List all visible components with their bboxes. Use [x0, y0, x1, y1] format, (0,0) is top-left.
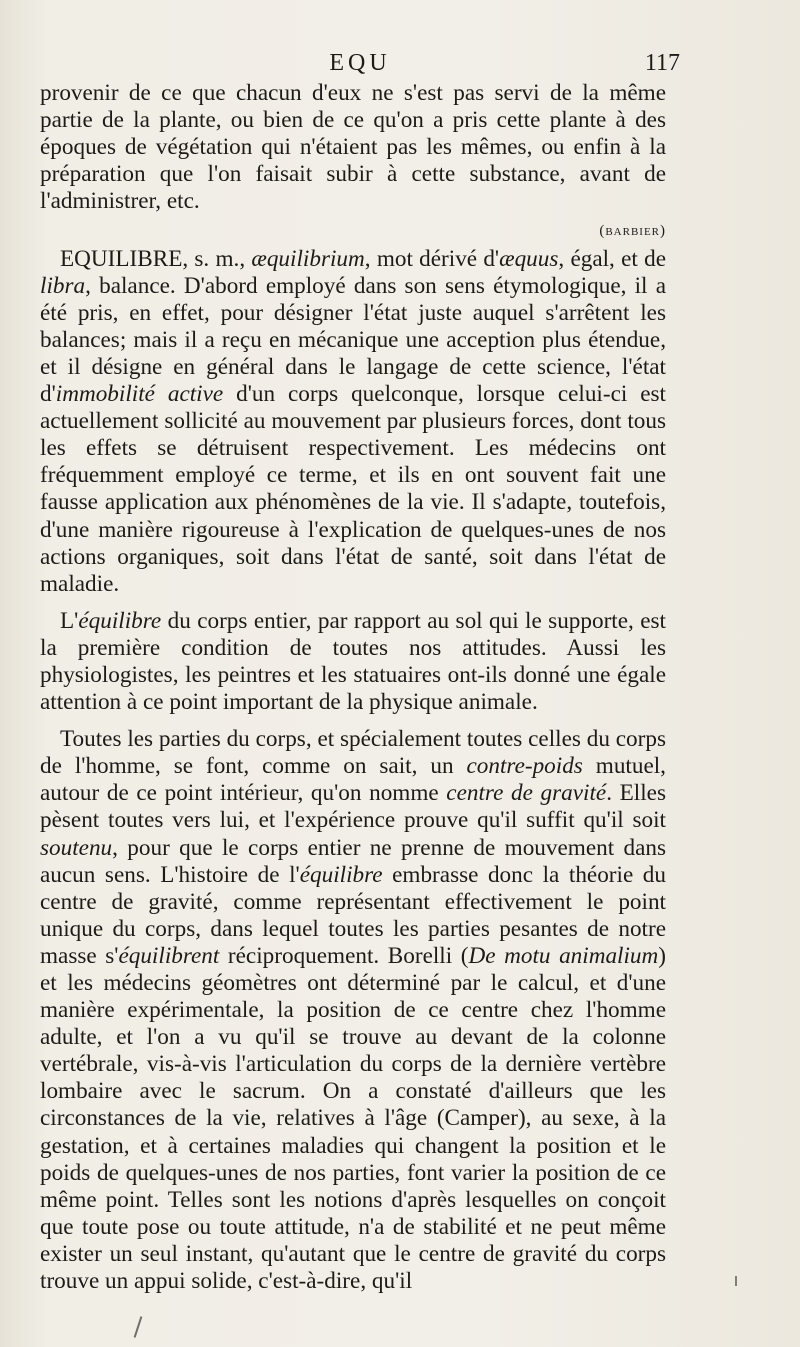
- author-signature: [40, 215, 666, 245]
- italic-term: contre-poids: [466, 753, 583, 780]
- italic-term: équilibre: [78, 607, 162, 634]
- running-head: EQU: [329, 50, 391, 76]
- stray-pencil-mark: [134, 1316, 143, 1338]
- page-header: [40, 50, 680, 84]
- text-run: provenir de ce que chacun d'eux ne s'est pas servi de la même partie de la plante, ou bien de ce qu'on a pris cette plante à des époques de végétation qui n'étaient pas les mêmes, ou enfin à la préparation que l'on faisait subir à cette substance, avant de l'administrer, etc.: [40, 80, 666, 215]
- text-run: , mot dérivé d': [364, 245, 500, 272]
- paragraph-continuation: [40, 80, 666, 215]
- text-run: mutuel, autour de ce point intérieur, qu'on nomme: [40, 753, 666, 807]
- text-run: réciproquement. Borelli (: [219, 942, 469, 969]
- italic-term: De motu animalium: [468, 942, 659, 969]
- italic-term: libra: [40, 272, 86, 299]
- text-run: Toutes les parties du corps, et spécialement toutes celles du corps de l'homme, se font, comme on sait, un: [40, 726, 666, 780]
- text-run: EQUILIBRE: [60, 245, 183, 272]
- text-run: , pour que le corps entier ne prenne de mouvement dans aucun sens. L'histoire de l': [40, 834, 666, 888]
- text-run: L': [60, 607, 79, 634]
- signature-text: (barbier): [599, 223, 666, 240]
- text-run: ) et les médecins géomètres ont déterminé par le calcul, et d'une manière expérimentale, la position de ce centre chez l'homme adulte, et l'on a vu qu'il se trouve au devant de la colonne vertébrale, vis-à-vis l'articulation du corps de la dernière vertèbre lombaire avec le sacrum. On a constaté d'ailleurs que les circonstances de la vie, relatives à l'âge (Camper), au sexe, à la gestation, et à certaines maladies qui changent la position et le poids de quelques-unes de nos parties, font varier la position de ce même point. Telles sont les notions d'après lesquelles on conçoit que toute pose ou toute attitude, n'a de stabilité et ne peut même exister un seul instant, qu'autant que le centre de gravité du corps trouve un appui solide, c'est-à-dire, qu'il: [40, 942, 666, 1295]
- italic-term: æquus: [499, 245, 559, 272]
- entry-equilibre: [40, 246, 666, 598]
- italic-term: immobilité active: [55, 381, 224, 408]
- text-run: . Elles pèsent toutes vers lui, et l'expérience prouve qu'il suffit qu'il soit: [40, 780, 666, 834]
- italic-term: centre de gravité: [446, 780, 607, 807]
- text-run: du corps entier, par rapport au sol qui le supporte, est la première condition de toutes nos attitudes. Aussi les physiologistes, les peintres et les statuaires ont-ils donné une égale attention à ce point important de la physique animale.: [40, 607, 666, 716]
- text-run: d'un corps quelconque, lorsque celui-ci est actuellement sollicité au mouvement par plusieurs forces, dont tous les effets se détruisent respectivement. Les médecins ont fréquemment employé ce terme, et ils en ont souvent fait une fausse application aux phénomènes de la vie. Il s'adapte, toutefois, d'une manière rigoureuse à l'explication de quelques-unes de nos actions organiques, soit dans l'état de santé, soit dans l'état de maladie.: [40, 381, 666, 597]
- text-run: , égal, et de: [558, 245, 666, 272]
- paragraph-centre-gravite: [40, 726, 666, 1295]
- page-number: 117: [644, 50, 680, 76]
- italic-term: équilibre: [299, 861, 383, 888]
- page-body: [40, 80, 666, 1295]
- italic-term: æquilibrium: [251, 245, 365, 272]
- italic-term: soutenu: [40, 834, 113, 861]
- text-run: , balance. D'abord employé dans son sens étymologique, il a été pris, en effet, pour désigner l'état juste auquel s'arrêtent les balances; mais il a reçu en mécanique une acception plus étendue, et il désigne en général dans le langage de cette science, l'état d': [40, 272, 666, 408]
- text-run: embrasse donc la théorie du centre de gravité, comme représentant effectivement le point unique du corps, dans lequel toutes les parties pesantes de notre masse s': [40, 861, 666, 969]
- italic-term: équilibrent: [118, 942, 220, 969]
- stray-pencil-mark: [735, 1276, 737, 1286]
- paragraph-equilibre-corps: [40, 608, 666, 716]
- text-run: , s. m.,: [182, 245, 252, 272]
